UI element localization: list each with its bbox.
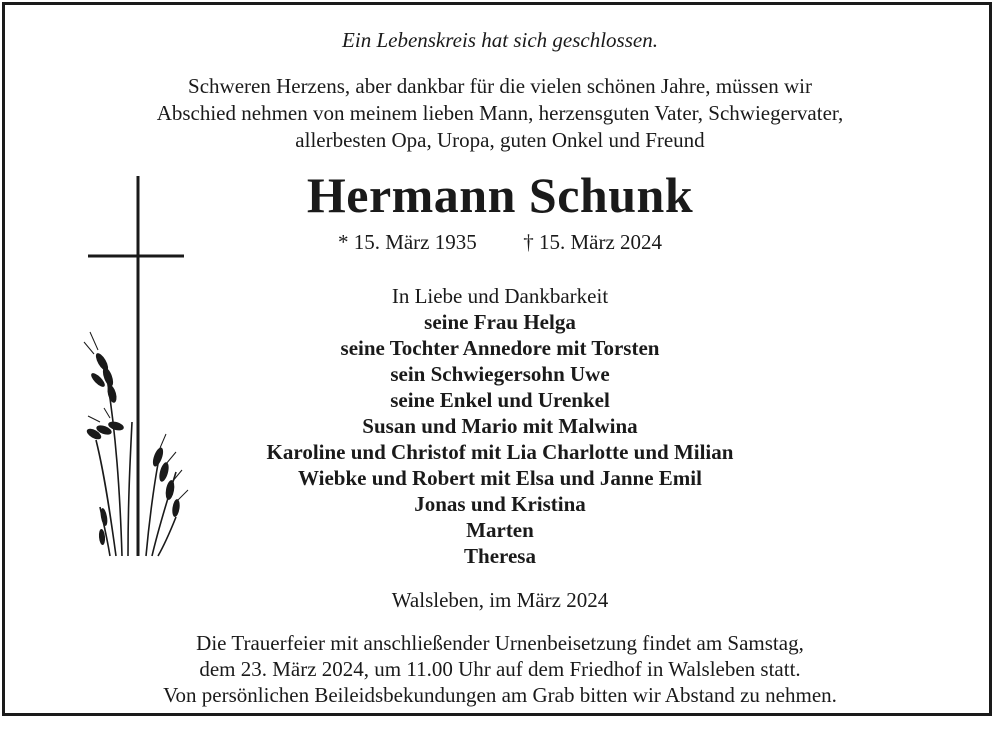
funeral-notice-line: Von persönlichen Beileidsbekundungen am Grab bitten wir Abstand zu nehmen. xyxy=(163,683,837,707)
mourner-line: Susan und Mario mit Malwina xyxy=(362,414,638,438)
mourner-line: Karoline und Christof mit Lia Charlotte und Milian xyxy=(266,440,734,464)
mourner-line: Theresa xyxy=(464,544,536,568)
place-date: Walsleben, im März 2024 xyxy=(391,588,609,612)
deceased-name: Hermann Schunk xyxy=(306,167,694,223)
mourner-line: seine Tochter Annedore mit Torsten xyxy=(340,336,660,360)
mourner-line: Marten xyxy=(466,518,534,542)
mourner-line: seine Frau Helga xyxy=(424,310,576,334)
mourners-intro: In Liebe und Dankbarkeit xyxy=(391,284,609,308)
funeral-notice-line: dem 23. März 2024, um 11.00 Uhr auf dem Friedhof in Walsleben statt. xyxy=(199,657,801,681)
mourner-line: Jonas und Kristina xyxy=(414,492,586,516)
intro-line: allerbesten Opa, Uropa, guten Onkel und Freund xyxy=(295,128,705,152)
birth-date: * 15. März 1935 xyxy=(337,230,477,254)
intro-line: Schweren Herzens, aber dankbar für die vielen schönen Jahre, müssen wir xyxy=(188,74,812,98)
mourner-line: Wiebke und Robert mit Elsa und Janne Emil xyxy=(298,466,702,490)
death-date: † 15. März 2024 xyxy=(523,230,663,254)
motto: Ein Lebenskreis hat sich geschlossen. xyxy=(342,28,658,52)
mourner-line: sein Schwiegersohn Uwe xyxy=(390,362,610,386)
mourner-line: seine Enkel und Urenkel xyxy=(390,388,610,412)
life-dates xyxy=(0,230,1000,255)
funeral-notice-line: Die Trauerfeier mit anschließender Urnenbeisetzung findet am Samstag, xyxy=(196,631,804,655)
intro-line: Abschied nehmen von meinem lieben Mann, herzensguten Vater, Schwiegervater, xyxy=(156,101,844,125)
